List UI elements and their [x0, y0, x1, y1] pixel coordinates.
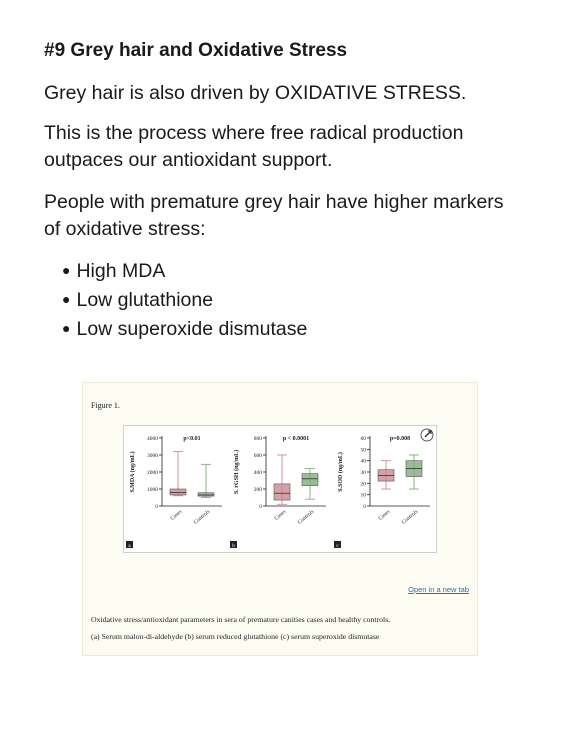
y-axis-label: S.MDA (ng/mL)	[130, 451, 136, 493]
list-item: ● Low glutathione	[62, 286, 307, 315]
y-axis-label: S. rGSH (ng/mL)	[234, 449, 240, 495]
boxplot-figure	[124, 426, 436, 552]
y-tick-label: 0	[259, 504, 262, 510]
p-value-annotation: p=0.008	[389, 436, 411, 442]
y-tick-label: 800	[253, 436, 262, 442]
y-tick-label: 40	[360, 458, 366, 465]
x-tick-label: Cases	[377, 508, 392, 522]
y-tick-label: 3000	[147, 453, 158, 459]
x-tick-label: Controls	[192, 508, 212, 526]
y-tick-label: 4000	[147, 436, 158, 442]
figure-label: Figure 1.	[91, 401, 120, 410]
panel-letter: a	[128, 543, 131, 549]
y-tick-label: 50	[360, 447, 366, 454]
intro-paragraph: Grey hair is also driven by OXIDATIVE STRESS.	[44, 82, 467, 104]
box-controls	[198, 493, 214, 496]
x-tick-label: Controls	[296, 508, 316, 526]
figure-card	[82, 382, 478, 656]
x-tick-label: Cases	[273, 508, 288, 522]
figure-caption-line1: Oxidative stress/antioxidant parameters in sera of premature canities cases and healthy controls.	[91, 615, 391, 624]
markers-paragraph: People with premature grey hair have higher markers of oxidative stress:	[44, 191, 504, 240]
list-item: ● High MDA	[62, 257, 307, 286]
figure-plots[interactable]	[123, 425, 437, 553]
y-tick-label: 0	[363, 504, 366, 510]
y-tick-label: 2000	[147, 470, 158, 476]
y-tick-label: 20	[360, 481, 366, 488]
box-controls	[302, 474, 318, 486]
y-tick-label: 600	[253, 453, 262, 459]
panel-letter: c	[336, 543, 339, 549]
box-cases	[274, 484, 290, 500]
markers-list	[62, 257, 307, 344]
p-value-annotation: p<0.01	[183, 436, 201, 442]
y-tick-label: 0	[155, 504, 158, 510]
section-heading: #9 Grey hair and Oxidative Stress	[44, 40, 348, 61]
box-cases	[170, 489, 186, 495]
y-axis-label: S.SOD (ng/mL)	[338, 452, 344, 492]
y-tick-label: 60	[360, 436, 366, 442]
definition-paragraph: This is the process where free radical production outpaces our antioxidant support.	[44, 122, 464, 171]
x-tick-label: Controls	[400, 508, 420, 526]
panel-letter: b	[232, 543, 235, 549]
y-tick-label: 10	[360, 492, 366, 499]
list-item: ● Low superoxide dismutase	[62, 315, 307, 344]
expand-icon[interactable]	[420, 428, 434, 442]
y-tick-label: 1000	[147, 487, 158, 493]
y-tick-label: 400	[253, 470, 262, 476]
open-in-new-tab-link[interactable]: Open in a new tab	[408, 585, 469, 594]
x-tick-label: Cases	[169, 508, 184, 522]
figure-caption-line2: (a) Serum malon-di-aldehyde (b) serum reduced glutathione (c) serum superoxide dismutase	[91, 632, 380, 641]
y-tick-label: 200	[253, 487, 262, 493]
p-value-annotation: p < 0.0001	[282, 436, 310, 442]
y-tick-label: 30	[360, 470, 366, 476]
